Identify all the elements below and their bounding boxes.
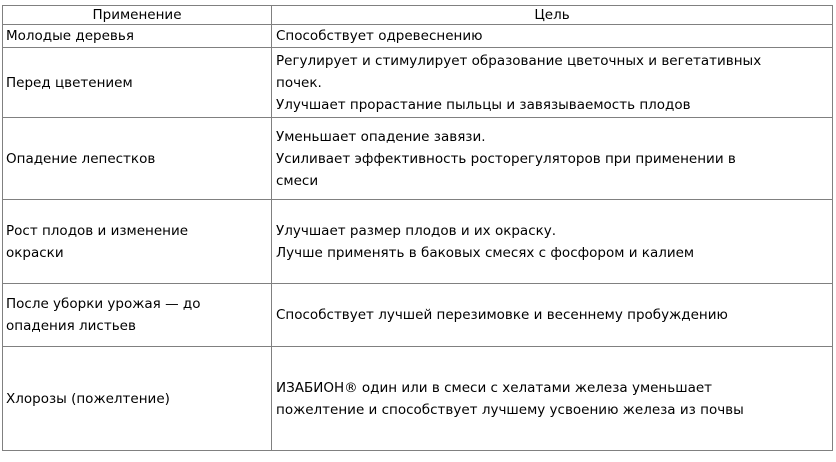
table-row xyxy=(3,347,833,451)
cell-line: пожелтение и способствует лучшему усвоению железа из почвы xyxy=(276,401,744,418)
cell-line: Хлорозы (пожелтение) xyxy=(6,390,170,407)
goal-cell xyxy=(272,200,833,284)
cell-line: Опадение лепестков xyxy=(6,150,156,167)
cell-line: Способствует лучшей перезимовке и весеннему пробуждению xyxy=(276,307,728,323)
header-application: Применение xyxy=(3,6,272,25)
cell-line: смеси xyxy=(276,172,319,189)
application-cell xyxy=(3,347,272,451)
cell-line: почек. xyxy=(276,74,322,91)
application-cell xyxy=(3,284,272,347)
cell-line: Способствует одревеснению xyxy=(276,28,483,44)
table-header-row xyxy=(3,6,833,25)
cell-line: Регулирует и стимулирует образование цветочных и вегетативных xyxy=(276,52,762,69)
application-table xyxy=(2,5,833,451)
application-cell xyxy=(3,118,272,200)
cell-line: После уборки урожая — до xyxy=(6,296,201,312)
application-cell xyxy=(3,48,272,118)
cell-line: Лучше применять в баковых смесях с фосфором и калием xyxy=(276,244,695,261)
cell-line: Усиливает эффективность росторегуляторов при применении в xyxy=(276,150,736,167)
cell-line: Рост плодов и изменение xyxy=(6,222,189,239)
table-row xyxy=(3,48,833,118)
cell-line: Улучшает прорастание пыльцы и завязываемость плодов xyxy=(276,96,691,113)
cell-line: окраски xyxy=(6,244,64,261)
table-row xyxy=(3,25,833,48)
header-goal: Цель xyxy=(272,6,833,25)
table-row xyxy=(3,284,833,347)
goal-cell xyxy=(272,118,833,200)
goal-cell xyxy=(272,284,833,347)
application-cell xyxy=(3,200,272,284)
goal-cell xyxy=(272,347,833,451)
cell-line: Молодые деревья xyxy=(6,28,134,44)
application-cell xyxy=(3,25,272,48)
table-row xyxy=(3,200,833,284)
cell-line: ИЗАБИОН® один или в смеси с хелатами железа уменьшает xyxy=(276,379,713,396)
cell-line: Перед цветением xyxy=(6,74,133,91)
cell-line: Уменьшает опадение завязи. xyxy=(276,128,486,145)
goal-cell xyxy=(272,25,833,48)
table-row xyxy=(3,118,833,200)
goal-cell xyxy=(272,48,833,118)
cell-line: опадения листьев xyxy=(6,318,136,334)
cell-line: Улучшает размер плодов и их окраску. xyxy=(276,222,557,239)
